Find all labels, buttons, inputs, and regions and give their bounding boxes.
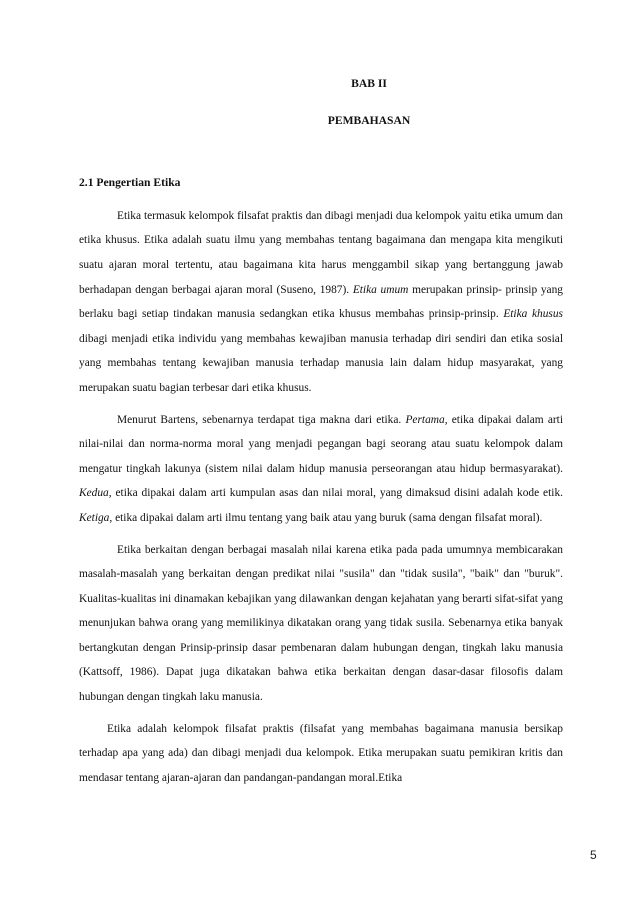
- paragraph-2-text-a: Menurut Bartens, sebenarnya terdapat tiga makna dari etika.: [117, 413, 406, 426]
- paragraph-2-italic-kedua: Kedua: [79, 487, 109, 500]
- paragraph-2-text-c: , etika dipakai dalam arti nilai-nilai dan norma-norma moral yang menjadi pegangan bagi seorang atau suatu kelompok dalam mengatur tingkah lakunya (sistem nilai dalam hidup manusia perseorangan atau hidup bermasyarakat).: [79, 413, 563, 475]
- paragraph-1-italic-etika-khusus: Etika khusus: [503, 308, 563, 321]
- paragraph-1-text-c: merupakan prinsip- prinsip yang berlaku bagi setiap tindakan manusia sedangkan etika khusus membahas prinsip-prinsip.: [79, 283, 563, 321]
- chapter-title: PEMBAHASAN: [327, 113, 411, 127]
- page-number: 5: [590, 848, 597, 862]
- paragraph-2: [79, 408, 563, 531]
- paragraph-2-text-e: , etika dipakai dalam arti kumpulan asas dan nilai moral, yang dimaksud disini adalah kode etik.: [108, 487, 563, 500]
- paragraph-1-italic-etika-umum: Etika umum: [352, 283, 409, 296]
- paragraph-4: Etika adalah kelompok filsafat praktis (filsafat yang membahas bagaimana manusia bersikap terhadap apa yang ada) dan dibagi menjadi dua kelompok. Etika merupakan suatu pemikiran kritis dan mendasar tentang ajaran-ajaran dan pandangan-pandangan moral.Etika: [79, 722, 563, 784]
- paragraph-1-text-a: Etika termasuk kelompok filsafat praktis dan dibagi menjadi dua kelompok yaitu etika umum dan etika khusus. Etika adalah suatu ilmu yang membahas tentang bagaimana dan mengapa kita mengikuti suatu ajaran moral tertentu, atau bagaimana kita harus menggambil sikap yang bertanggung jawab berhadapan dengan berbagai ajaran moral (Suseno, 1987).: [79, 209, 563, 296]
- paragraph-1: [79, 204, 563, 401]
- document-page: [79, 60, 563, 797]
- chapter-heading: BAB II: [351, 77, 387, 90]
- paragraph-2-text-g: , etika dipakai dalam arti ilmu tentang yang baik atau yang buruk (sama dengan filsafat moral).: [109, 511, 543, 524]
- section-title: 2.1 Pengertian Etika: [79, 176, 181, 190]
- paragraph-1-text-e: dibagi menjadi etika individu yang membahas kewajiban manusia terhadap diri sendiri dan etika sosial yang membahas tentang kewajiban manusia terhadap manusia lain dalam hidup masyarakat, yang merupakan suatu bagian terbesar dari etika khusus.: [79, 332, 563, 394]
- paragraph-2-italic-ketiga: Ketiga: [79, 511, 110, 524]
- paragraph-2-italic-pertama: Pertama: [405, 413, 445, 426]
- paragraph-3: Etika berkaitan dengan berbagai masalah nilai karena etika pada pada umumnya membicarakan masalah-masalah yang berkaitan dengan predikat nilai "susila" dan "tidak susila", "baik" dan "buruk". Kualitas-kualitas ini dinamakan kebajikan yang dilawankan dengan kejahatan yang berarti sifat-sifat yang menunjukan bahwa orang yang memilikinya dikatakan orang yang tidak susila. Sebenarnya etika banyak bertangkutan dengan Prinsip-prinsip dasar pembenaran dalam hubungan dengan, tingkah laku manusia (Kattsoff, 1986). Dapat juga dikatakan bahwa etika berkaitan dengan dasar-dasar filosofis dalam hubungan dengan tingkah laku manusia.: [79, 543, 563, 704]
